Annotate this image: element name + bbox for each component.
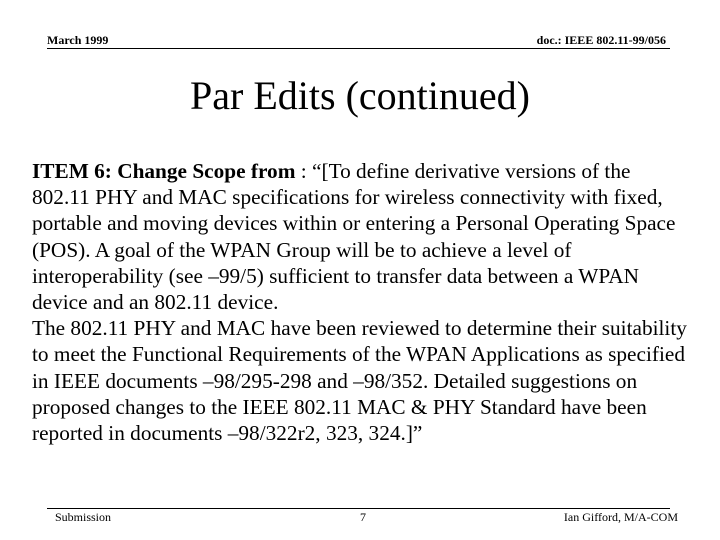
item-label: ITEM 6: Change Scope from bbox=[32, 159, 296, 183]
footer-author: Ian Gifford, M/A-COM bbox=[563, 510, 678, 524]
paragraph-1-text: : “[To define derivative versions of the 802.11 PHY and MAC specifications for wireless connectivity with fixed, portable and moving devices within or entering a Personal Operating Space (POS). A goal of the WPAN Group will be to achieve a level of interoperability (see –99/5) sufficient to transfer data between a WPAN device and an 802.11 device. bbox=[32, 159, 676, 315]
footer-page-number: 7 bbox=[360, 510, 366, 524]
header-divider bbox=[47, 48, 670, 49]
body-paragraph-1 bbox=[32, 158, 692, 315]
body-paragraph-2: The 802.11 PHY and MAC have been reviewed to determine their suitability to meet the Functional Requirements of the WPAN Applications as specified in IEEE documents –98/295-298 and –98/352. Detailed suggestions on proposed changes to the IEEE 802.11 MAC & PHY Standard have been reported in documents –98/322r2, 323, 324.]” bbox=[32, 316, 687, 446]
header-date: March 1999 bbox=[47, 33, 109, 47]
slide-body bbox=[32, 158, 692, 446]
header-doc-id: doc.: IEEE 802.11-99/056 bbox=[536, 33, 666, 47]
footer-divider bbox=[47, 508, 670, 509]
footer-submission: Submission bbox=[55, 510, 112, 524]
slide-title: Par Edits (continued) bbox=[190, 73, 530, 118]
